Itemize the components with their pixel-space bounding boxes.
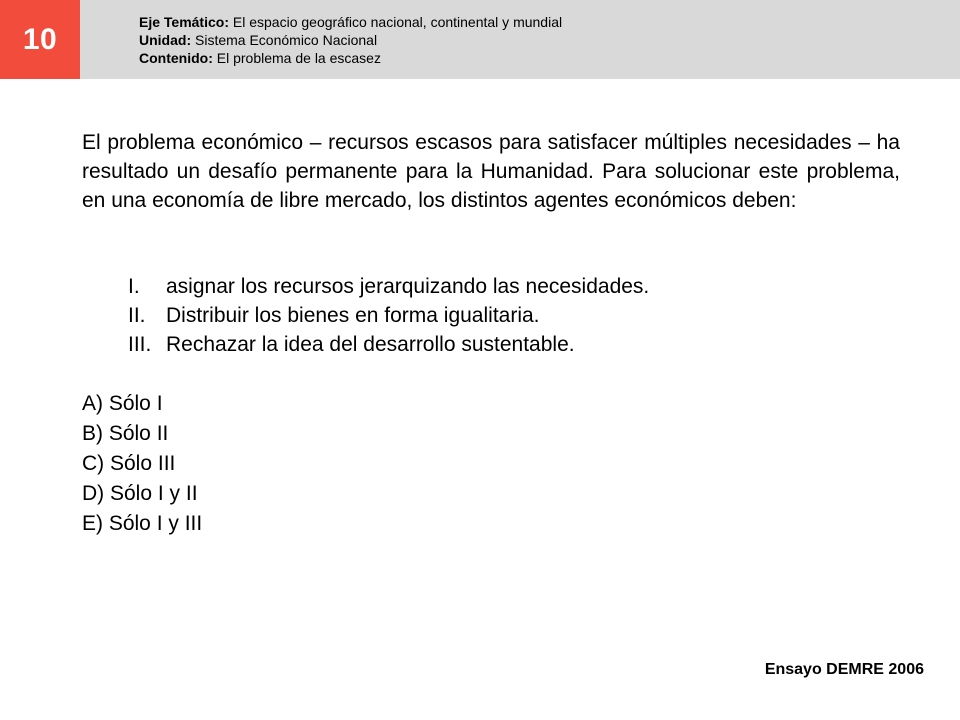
question-number-badge: [0, 0, 80, 79]
meta-row-contenido: [139, 49, 562, 67]
statement-numeral: I.: [128, 275, 140, 298]
statement-list: [82, 272, 649, 359]
statement-text: Distribuir los bienes en forma igualitaria.: [166, 304, 540, 327]
meta-label: Contenido:: [139, 50, 213, 66]
statement-text: Rechazar la idea del desarrollo sustentable.: [166, 333, 575, 356]
question-number: 10: [22, 22, 58, 56]
meta-value: El espacio geográfico nacional, continental y mundial: [229, 14, 563, 30]
answer-option-a[interactable]: A) Sólo I: [82, 392, 163, 415]
question-metadata: [139, 13, 562, 67]
statement-numeral: II.: [128, 304, 146, 327]
meta-value: Sistema Económico Nacional: [191, 32, 378, 48]
question-stem: El problema económico – recursos escasos para satisfacer múltiples necesidades – ha resultado un desafío permanente para la Humanidad. Para solucionar este problema, en una economía de libre mercado, los distintos agentes económicos deben:: [82, 131, 900, 212]
meta-row-eje: [139, 13, 562, 31]
meta-value: El problema de la escasez: [212, 50, 381, 66]
statement-item: [82, 301, 649, 330]
answer-option-e[interactable]: E) Sólo I y III: [82, 512, 203, 535]
meta-row-unidad: [139, 31, 562, 49]
meta-label: Eje Temático:: [139, 14, 229, 30]
answer-option-d[interactable]: D) Sólo I y II: [82, 482, 198, 505]
statement-text: asignar los recursos jerarquizando las necesidades.: [166, 275, 650, 298]
statement-numeral: III.: [128, 333, 152, 356]
answer-option-b[interactable]: B) Sólo II: [82, 422, 169, 445]
statement-item: [82, 272, 649, 301]
source-credit: Ensayo DEMRE 2006: [764, 661, 924, 678]
meta-label: Unidad:: [139, 32, 192, 48]
answer-option-c[interactable]: C) Sólo III: [82, 452, 176, 475]
statement-item: [82, 330, 649, 359]
answer-options: [82, 389, 202, 539]
